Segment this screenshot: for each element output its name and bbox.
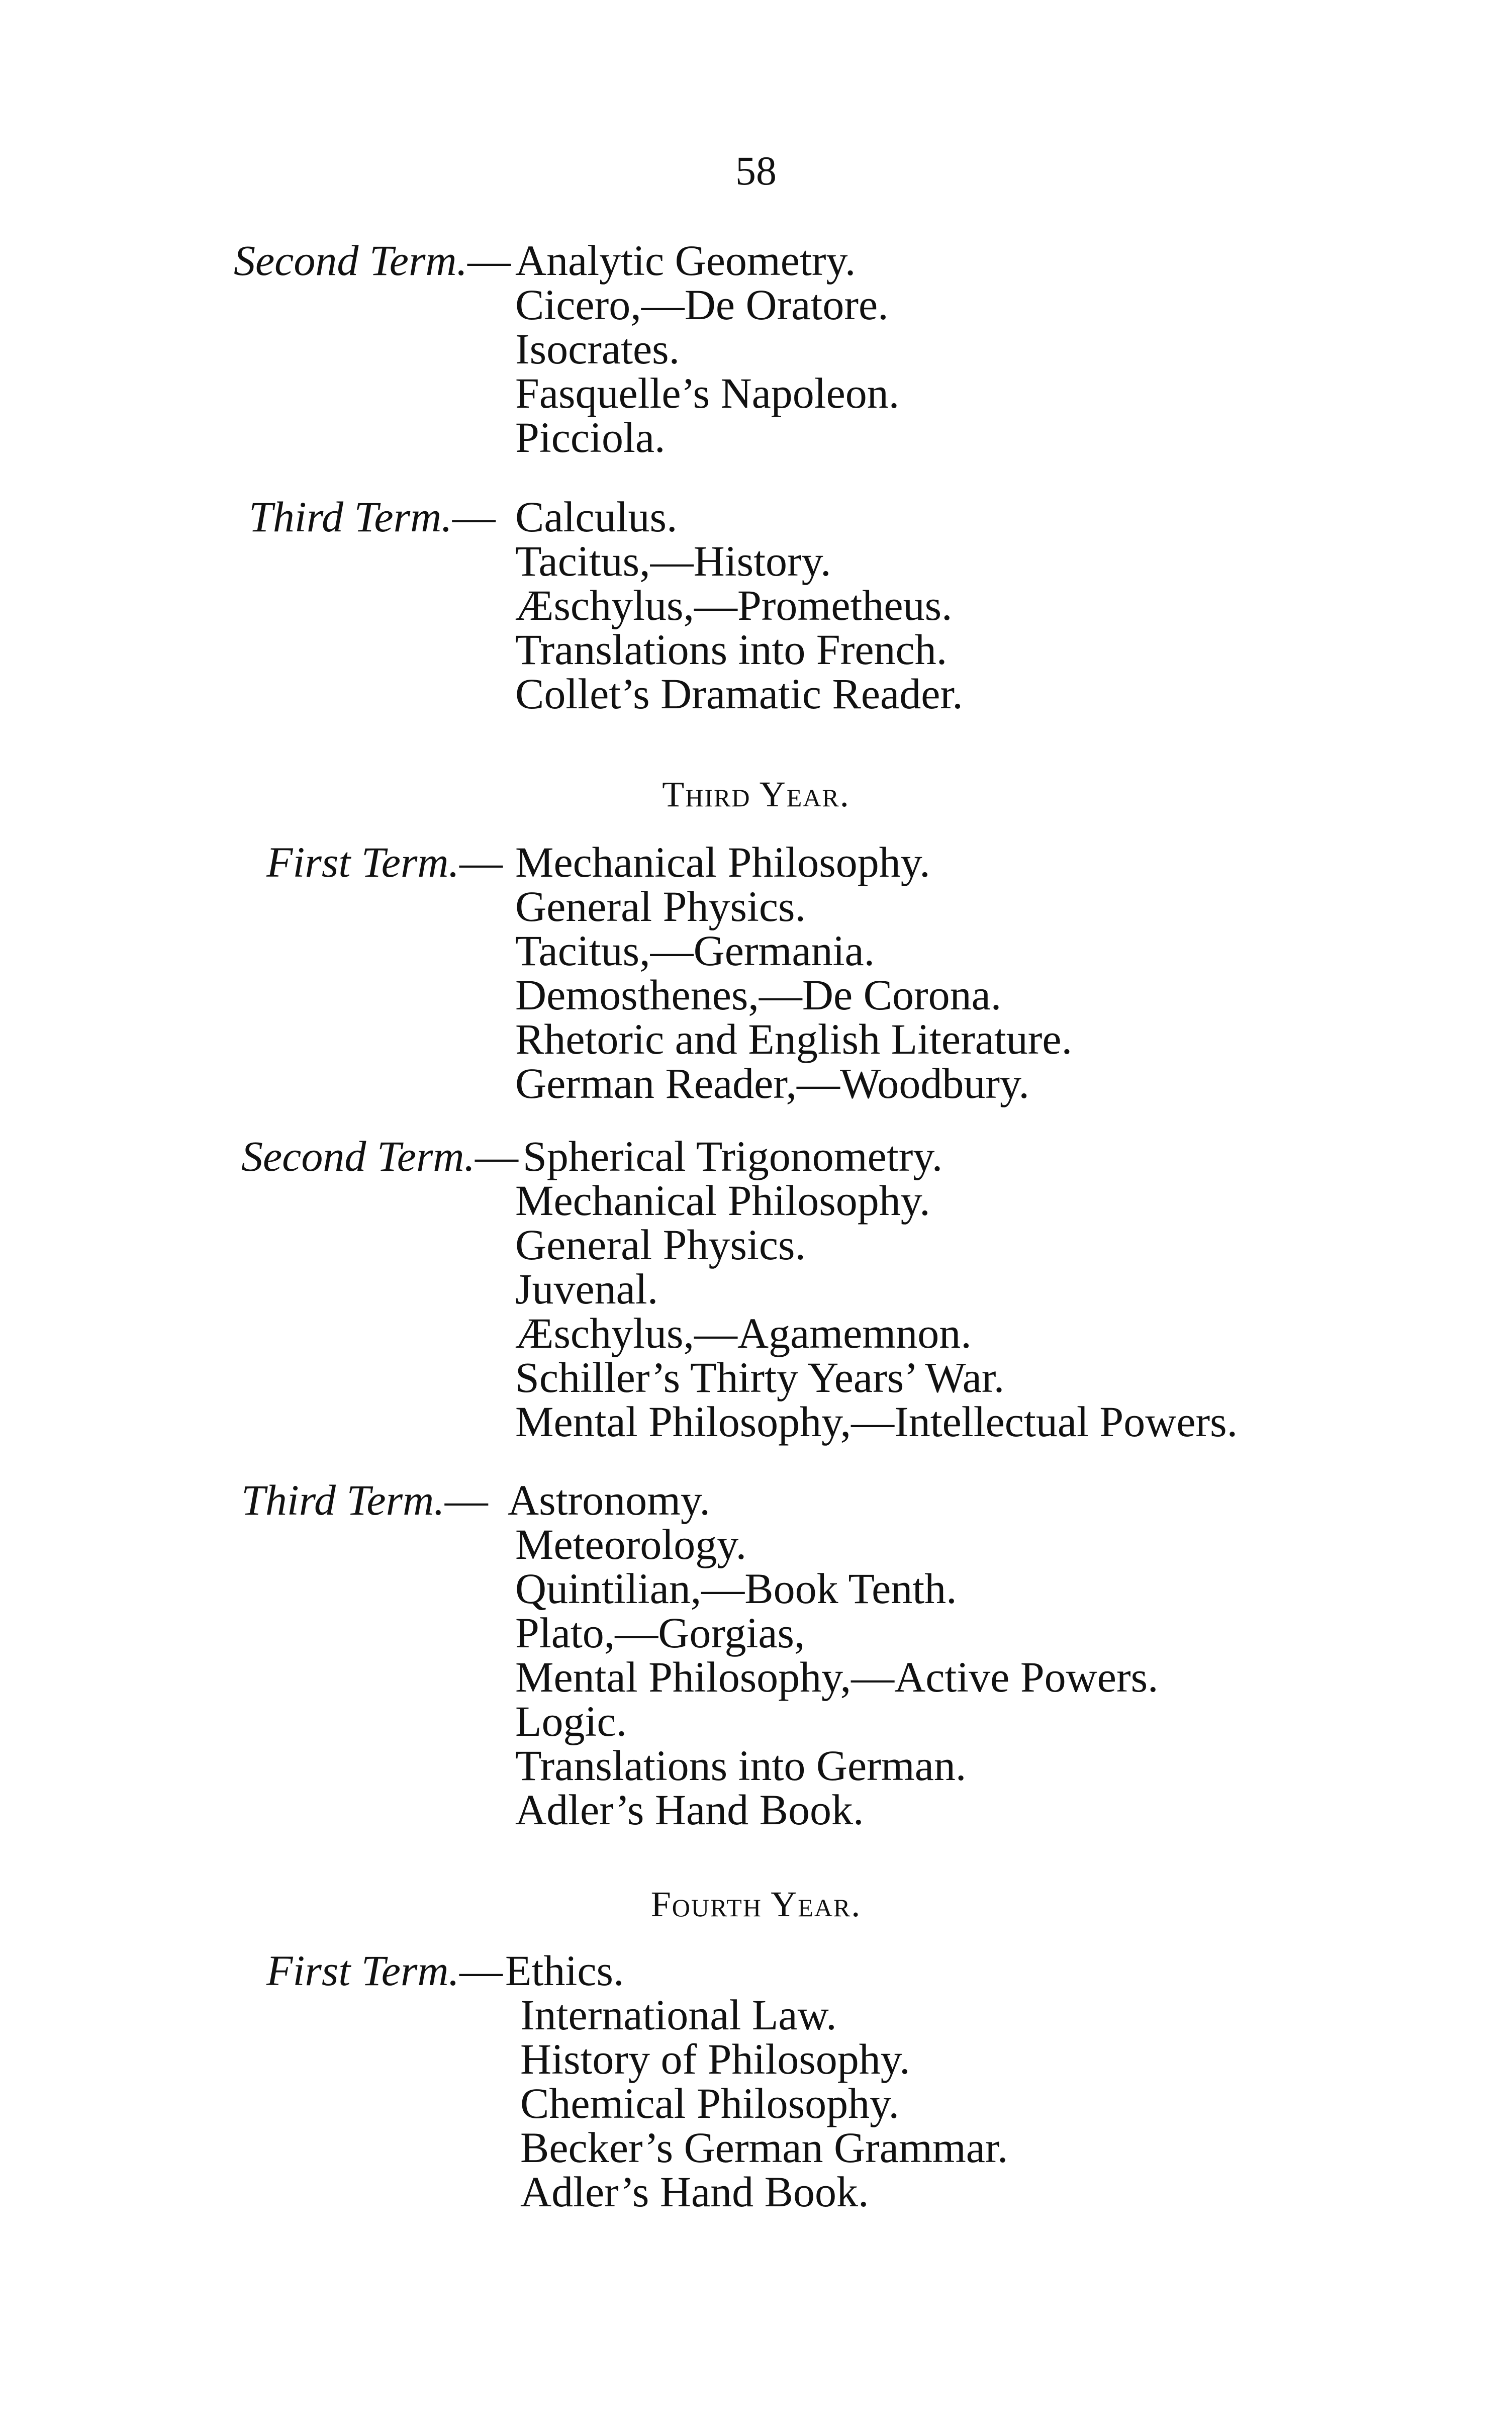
course-line: General Physics. [515, 1221, 806, 1269]
course-line: Adler’s Hand Book. [515, 1786, 864, 1834]
year-heading: Third Year. [662, 774, 850, 814]
course-line: Logic. [515, 1697, 627, 1745]
course-line: Collet’s Dramatic Reader. [515, 670, 963, 718]
term-dash: — [452, 493, 496, 541]
course-line: Calculus. [515, 493, 678, 541]
term-name: Third Term. [241, 1476, 445, 1524]
course-line: Translations into French. [515, 625, 948, 674]
course-line: Picciola. [515, 413, 666, 461]
course-line: Cicero,—De Oratore. [515, 281, 889, 329]
course-line: Juvenal. [515, 1265, 658, 1313]
course-line: General Physics. [515, 882, 806, 930]
course-line: International Law. [520, 1991, 837, 2039]
course-line: Chemical Philosophy. [520, 2079, 900, 2127]
course-line: Rhetoric and English Literature. [515, 1015, 1073, 1063]
course-line: Æschylus,—Agamemnon. [515, 1309, 972, 1357]
course-line: Translations into German. [515, 1741, 967, 1790]
course-line: History of Philosophy. [520, 2035, 910, 2083]
term-label [249, 493, 496, 541]
course-line: Schiller’s Thirty Years’ War. [515, 1353, 1005, 1402]
course-line: German Reader,—Woodbury. [515, 1059, 1029, 1107]
course-line: Astronomy. [508, 1476, 710, 1524]
term-dash: — [475, 1132, 519, 1180]
term-dash: — [444, 1476, 488, 1524]
term-label [266, 1946, 503, 1995]
course-line: Isocrates. [515, 325, 680, 373]
term-label [241, 1132, 519, 1180]
course-line: Spherical Trigonometry. [523, 1132, 943, 1180]
course-line: Demosthenes,—De Corona. [515, 971, 1002, 1019]
term-name: Second Term. [241, 1132, 476, 1180]
course-line: Æschylus,—Prometheus. [515, 581, 953, 629]
course-line: Mechanical Philosophy. [515, 838, 930, 886]
term-label [241, 1478, 488, 1522]
term-dash: — [459, 1946, 503, 1995]
course-line: Mental Philosophy,—Active Powers. [515, 1653, 1159, 1701]
term-name: First Term. [266, 1946, 459, 1995]
term-name: First Term. [266, 838, 459, 886]
term-label [266, 838, 503, 886]
term-name: Second Term. [234, 236, 468, 285]
course-line: Tacitus,—Germania. [515, 926, 875, 975]
course-line: Becker’s German Grammar. [520, 2123, 1008, 2172]
course-line: Mental Philosophy,—Intellectual Powers. [515, 1397, 1238, 1446]
course-line: Ethics. [505, 1946, 624, 1995]
year-heading: Fourth Year. [650, 1884, 862, 1924]
term-name: Third Term. [249, 493, 452, 541]
course-line: Quintilian,—Book Tenth. [515, 1564, 957, 1613]
term-label [234, 236, 511, 285]
course-line: Fasquelle’s Napoleon. [515, 369, 900, 417]
course-line: Analytic Geometry. [515, 236, 856, 285]
course-line: Mechanical Philosophy. [515, 1176, 930, 1225]
page-number: 58 [735, 148, 777, 194]
course-line: Tacitus,—History. [515, 537, 831, 585]
course-line: Adler’s Hand Book. [520, 2168, 869, 2216]
course-line: Meteorology. [515, 1520, 747, 1568]
term-dash: — [459, 838, 503, 886]
course-line: Plato,—Gorgias, [515, 1609, 805, 1657]
term-dash: — [467, 236, 511, 285]
